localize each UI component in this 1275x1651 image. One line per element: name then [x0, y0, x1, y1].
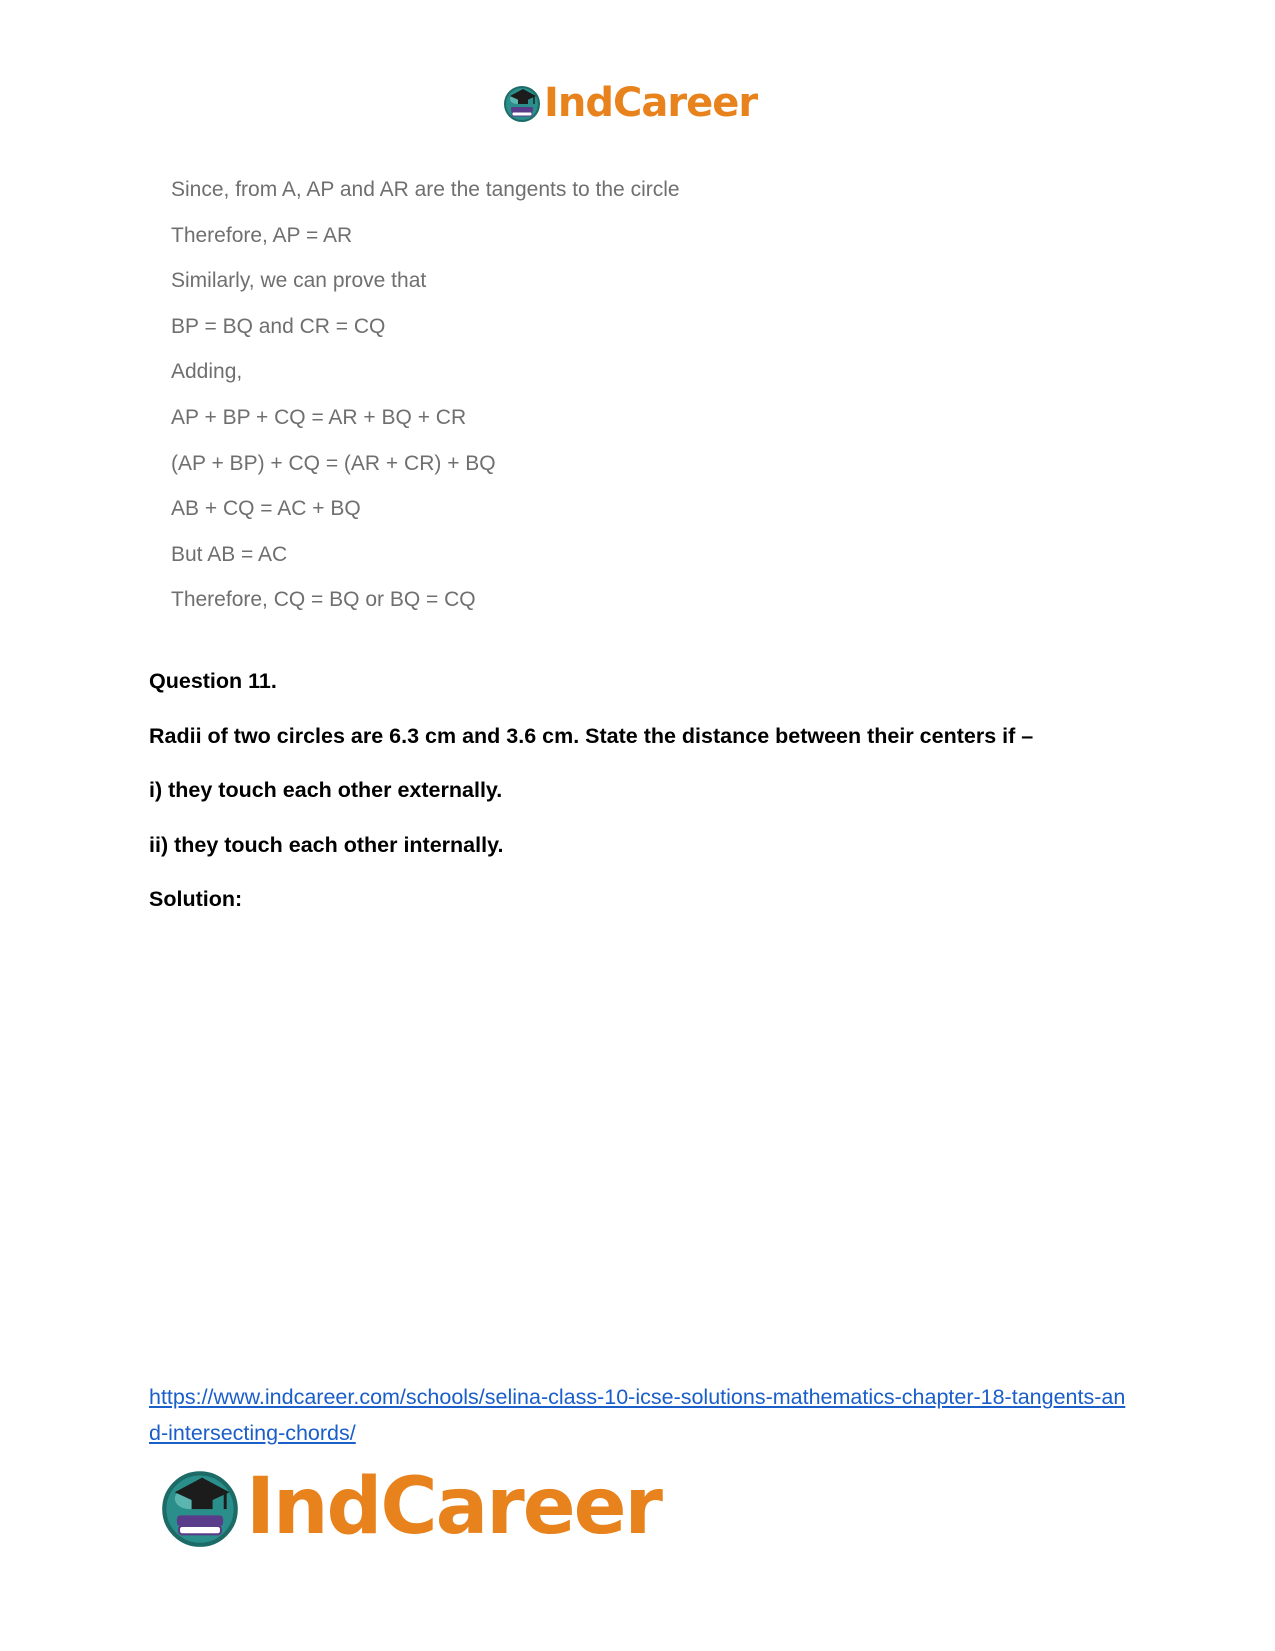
proof-line: AP + BP + CQ = AR + BQ + CR: [171, 405, 467, 429]
proof-line: Adding,: [171, 360, 243, 384]
footer-logo: [158, 1462, 661, 1552]
question-part-ii: ii) they touch each other internally.: [149, 832, 504, 857]
proof-line: Since, from A, AP and AR are the tangents to the circle: [171, 178, 680, 201]
question-number: Question 11.: [149, 669, 277, 693]
logo-wordmark: IndCareer: [544, 80, 758, 126]
proof-line: (AP + BP) + CQ = (AR + CR) + BQ: [171, 451, 496, 475]
proof-line: But AB = AC: [171, 542, 288, 566]
question-statement: Radii of two circles are 6.3 cm and 3.6 cm. State the distance between their centers if –: [149, 723, 1034, 748]
question-part-i: i) they touch each other externally.: [149, 778, 503, 803]
solution-label: Solution:: [149, 887, 243, 912]
proof-steps: [171, 178, 680, 634]
proof-line: BP = BQ and CR = CQ: [171, 314, 386, 338]
source-url-link[interactable]: https://www.indcareer.com/schools/selina-class-10-icse-solutions-mathematics-chapter-18-tangents-and-intersecting-chords/: [149, 1385, 1126, 1445]
header-logo: [502, 78, 757, 128]
question-block: [149, 668, 1149, 941]
logo-wordmark: IndCareer: [246, 1462, 661, 1552]
proof-line: Similarly, we can prove that: [171, 269, 427, 293]
proof-line: Therefore, CQ = BQ or BQ = CQ: [171, 588, 476, 612]
proof-line: AB + CQ = AC + BQ: [171, 497, 361, 521]
graduation-cap-book-globe-icon: [158, 1465, 242, 1549]
proof-line: Therefore, AP = AR: [171, 223, 353, 247]
graduation-cap-book-globe-icon: [502, 83, 542, 123]
